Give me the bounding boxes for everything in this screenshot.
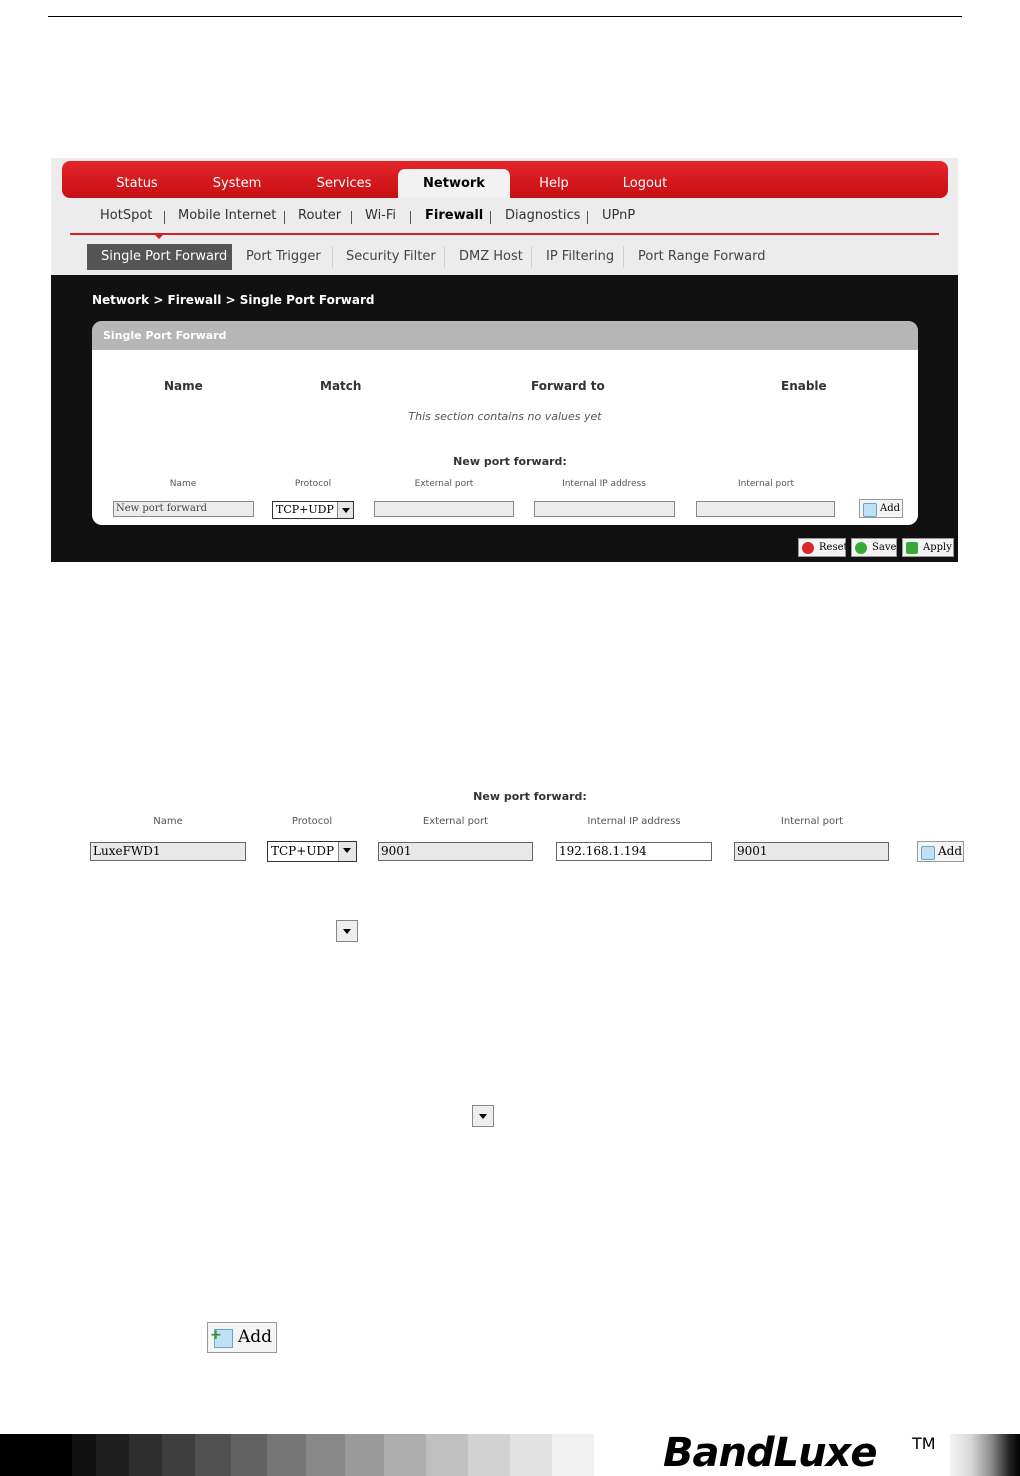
label-external-port: External port (414, 479, 474, 489)
brand-logo: BandLuxe (663, 1430, 877, 1476)
name-input[interactable]: New port forward (113, 501, 254, 517)
internal-port-input[interactable] (696, 501, 835, 517)
label-internal-port: Internal port (738, 479, 794, 489)
gradient-swatch (426, 1434, 468, 1476)
protocol-value: TCP+UDP (271, 844, 335, 858)
column-header-match: Match (320, 379, 362, 393)
gradient-swatch (72, 1434, 96, 1476)
new-port-forward-heading: New port forward: (473, 790, 587, 803)
external-port-input[interactable]: 9001 (378, 842, 533, 861)
active-caret-icon (153, 233, 165, 239)
gradient-swatch (0, 1434, 72, 1476)
nav-services[interactable]: Services (316, 176, 372, 191)
subnav-separator (587, 211, 588, 224)
add-button-label: Add (938, 844, 963, 858)
nav-system[interactable]: System (212, 176, 262, 191)
internal-ip-input[interactable] (534, 501, 675, 517)
save-icon (855, 542, 867, 554)
tab-dmz-host[interactable]: DMZ Host (459, 249, 523, 264)
chevron-down-icon[interactable] (336, 920, 358, 942)
chevron-down-icon[interactable] (338, 842, 356, 861)
gradient-swatch (468, 1434, 510, 1476)
protocol-value: TCP+UDP (276, 503, 334, 516)
tab-port-range-forward[interactable]: Port Range Forward (638, 249, 766, 264)
subnav-router[interactable]: Router (298, 208, 342, 223)
tab-separator (332, 246, 333, 268)
single-port-forward-panel (92, 321, 918, 525)
content-area (51, 275, 958, 562)
label-internal-port: Internal port (780, 816, 844, 827)
add-button[interactable] (917, 841, 964, 862)
gradient-swatch (510, 1434, 552, 1476)
subnav-hotspot[interactable]: HotSpot (100, 208, 153, 223)
label-protocol: Protocol (294, 479, 332, 489)
router-ui-screenshot (51, 158, 958, 562)
tab-separator (623, 246, 624, 268)
tab-port-trigger[interactable]: Port Trigger (246, 249, 321, 264)
subnav-separator (410, 211, 411, 224)
subnav-wifi[interactable]: Wi-Fi (365, 208, 397, 223)
add-icon (863, 503, 877, 517)
internal-ip-input[interactable]: 192.168.1.194 (556, 842, 712, 861)
nav-status[interactable]: Status (116, 176, 158, 191)
filled-port-forward-row (0, 790, 1020, 870)
add-button-enlarged[interactable] (207, 1322, 277, 1353)
save-button[interactable] (851, 538, 897, 557)
add-button-label: Add (880, 503, 901, 514)
gradient-swatch (345, 1434, 384, 1476)
breadcrumb: Network > Firewall > Single Port Forward (92, 293, 375, 307)
empty-section-message: This section contains no values yet (408, 410, 602, 423)
subnav-separator (351, 211, 352, 224)
subnav-separator (164, 211, 165, 224)
chevron-down-icon[interactable] (337, 502, 353, 518)
label-protocol: Protocol (291, 816, 333, 827)
add-button-label: Add (238, 1327, 273, 1347)
save-label: Save (872, 542, 897, 553)
gradient-swatch (950, 1434, 1020, 1476)
gradient-swatch (129, 1434, 162, 1476)
subnav-firewall[interactable]: Firewall (425, 208, 484, 223)
tab-single-port-forward[interactable]: Single Port Forward (87, 244, 232, 270)
main-nav (62, 161, 948, 198)
label-internal-ip: Internal IP address (587, 816, 681, 827)
gradient-swatch (384, 1434, 426, 1476)
subnav-separator (490, 211, 491, 224)
nav-network[interactable]: Network (398, 169, 510, 198)
subnav-upnp[interactable]: UPnP (602, 208, 636, 223)
reset-icon (802, 542, 814, 554)
label-name: Name (169, 479, 197, 489)
page-top-rule (48, 16, 962, 17)
protocol-select[interactable] (272, 501, 354, 519)
gradient-swatch (96, 1434, 129, 1476)
gradient-swatch (195, 1434, 231, 1476)
column-header-forward-to: Forward to (531, 379, 605, 393)
add-button[interactable] (859, 499, 903, 518)
label-internal-ip: Internal IP address (562, 479, 646, 489)
gradient-swatch (306, 1434, 345, 1476)
protocol-select[interactable] (267, 841, 357, 862)
column-header-enable: Enable (781, 379, 827, 393)
tab-separator (444, 246, 445, 268)
name-input[interactable]: LuxeFWD1 (90, 842, 246, 861)
subnav-separator (284, 211, 285, 224)
tab-ip-filtering[interactable]: IP Filtering (546, 249, 615, 264)
subnav-diagnostics[interactable]: Diagnostics (505, 208, 581, 223)
add-icon (921, 846, 935, 860)
nav-logout[interactable]: Logout (622, 176, 668, 191)
apply-button[interactable] (902, 538, 954, 557)
tab-security-filter[interactable]: Security Filter (346, 249, 436, 264)
external-port-input[interactable] (374, 501, 514, 517)
chevron-down-icon[interactable] (472, 1105, 494, 1127)
apply-label: Apply (923, 542, 952, 553)
gradient-swatch (552, 1434, 594, 1476)
subnav-mobile-internet[interactable]: Mobile Internet (178, 208, 277, 223)
panel-title: Single Port Forward (92, 321, 918, 350)
new-port-forward-heading: New port forward: (453, 455, 567, 468)
nav-help[interactable]: Help (539, 176, 569, 191)
gradient-swatch (231, 1434, 267, 1476)
gradient-swatch (162, 1434, 195, 1476)
reset-button[interactable] (798, 538, 846, 557)
apply-icon (906, 542, 918, 554)
label-name: Name (153, 816, 183, 827)
trademark-mark: TM (912, 1434, 936, 1453)
internal-port-input[interactable]: 9001 (734, 842, 889, 861)
sub-nav (51, 202, 958, 232)
reset-label: Reset (819, 542, 848, 553)
tab-separator (531, 246, 532, 268)
gradient-swatch (267, 1434, 306, 1476)
add-icon (214, 1329, 233, 1348)
label-external-port: External port (422, 816, 489, 827)
column-header-name: Name (164, 379, 203, 393)
nav-underline (70, 233, 939, 235)
